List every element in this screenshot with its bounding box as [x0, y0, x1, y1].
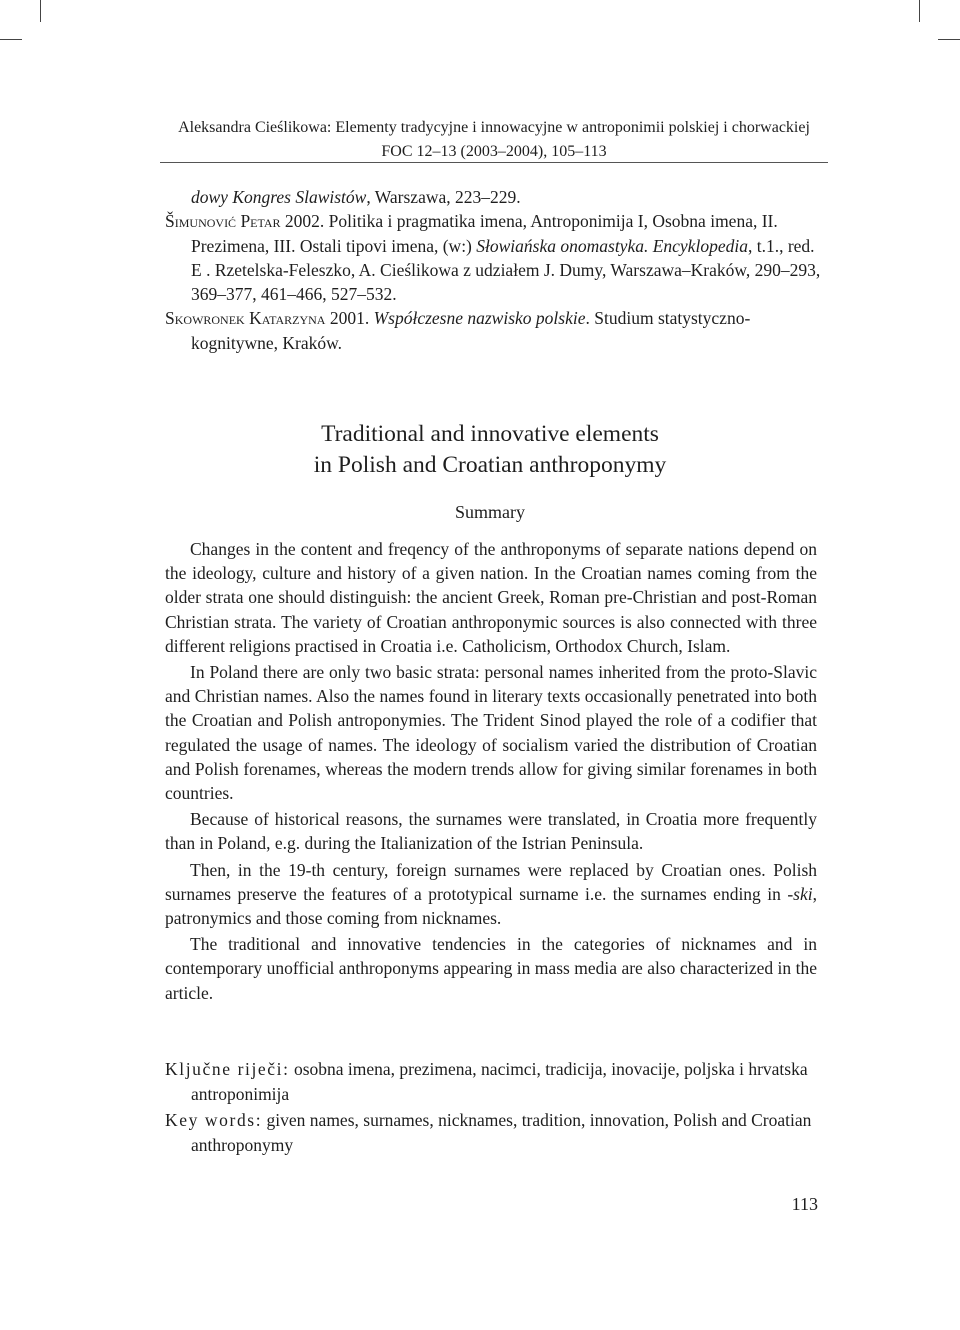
crop-mark-top-right-horizontal — [938, 39, 960, 40]
keywords-label: Ključne riječi: — [165, 1059, 290, 1079]
crop-mark-top-left-horizontal — [0, 39, 22, 40]
text-run: 2001. — [325, 308, 374, 329]
text-run: Then, in the 19-th century, foreign surnames were replaced by Croatian ones. Polish surnames preserve the features of a prototypical surname i.e. the surnames ending in — [165, 859, 817, 904]
text-run: The traditional and innovative tendencies in the categories of nicknames and in contemporary unofficial anthroponyms appearing in mass media are also characterized in the article. — [165, 934, 817, 1003]
reference-entry — [165, 209, 827, 306]
keywords-text: osobna imena, prezimena, nacimci, tradicija, inovacije, poljska i hrvatska antroponimija — [191, 1059, 808, 1104]
keywords-line — [165, 1057, 819, 1106]
summary-paragraph — [165, 807, 817, 855]
keywords-block — [165, 1057, 819, 1159]
running-head-rule — [160, 162, 828, 163]
italic-text: Słowiańska onomastyka. Encyklopedia — [476, 235, 748, 256]
text-run: Because of historical reasons, the surnames were translated, in Croatia more frequently than in Poland, e.g. during the Italianization of the Istrian Peninsula. — [165, 809, 817, 854]
italic-text: -ski — [787, 883, 813, 904]
summary-title-line-1: Traditional and innovative elements — [321, 421, 659, 447]
crop-mark-top-right-vertical — [919, 0, 920, 22]
text-run: Changes in the content and freqency of the anthroponyms of separate nations depend on the ideology, culture and history of a given nation. In the Croatian names coming from the older strata one should distinguish: the ancient Greek, Roman pre-Christian and post-Roman Christian strata. The variety of Croatian anthroponymic sources is also connected with three different religions practised in Croatia i.e. Catholicism, Orthodox Church, Islam. — [165, 539, 817, 656]
summary-title — [130, 419, 850, 481]
reference-entry — [165, 306, 827, 355]
text-run: , t.1., red. E . Rzetelska-Feleszko, A. Cieślikowa z udziałem J. Dumy, Warszawa–Kraków, 290–293, 369–377, 461–466, 527–532. — [191, 235, 821, 305]
page-number: 113 — [791, 1194, 818, 1214]
crop-mark-top-left-vertical — [40, 0, 41, 22]
summary-paragraph — [165, 660, 817, 805]
italic-text: dowy Kongres Slawistów — [191, 187, 367, 207]
text-run: 2002. Politika i pragmatika imena, Antroponimija I, Osobna imena, II. Prezimena, III. Ostali tipovi imena, (w:) — [191, 211, 778, 256]
keywords-line — [165, 1108, 819, 1157]
text-run: . Studium statystyczno-kognitywne, Kraków. — [191, 308, 751, 353]
summary-paragraph — [165, 537, 817, 658]
running-head-authors-title: Aleksandra Cieślikowa: Elementy tradycyjne i innowacyjne w antroponimii polskiej i chorwackiej — [178, 119, 810, 136]
summary-heading: Summary — [455, 502, 525, 522]
italic-text: Współczesne nazwisko polskie — [373, 308, 586, 329]
summary-title-line-2: in Polish and Croatian anthroponymy — [313, 452, 667, 478]
author-name: Skowronek Katarzyna — [165, 308, 326, 329]
references-list — [165, 185, 827, 355]
text-run: , patronymics and those coming from nicknames. — [165, 883, 817, 929]
text-run: In Poland there are only two basic strata: personal names inherited from the proto-Slavic and Christian names. Also the names found in literary texts occasionally penetrated into both the Croatian and Polish antroponymies. The Trident Sinod played the role of a codifier that regulated the usage of names. The ideology of socialism varied the distribution of Croatian and Polish forenames, whereas the modern trends allow for giving similar forenames in both countries. — [165, 662, 817, 804]
running-head — [160, 116, 828, 164]
text-run: , Warszawa, 223–229. — [366, 187, 521, 207]
running-head-journal: FOC 12–13 (2003–2004), 105–113 — [381, 143, 607, 160]
summary-paragraph — [165, 858, 817, 931]
summary-paragraph — [165, 932, 817, 1005]
reference-entry — [165, 185, 827, 209]
keywords-label: Key words: — [165, 1110, 263, 1130]
keywords-text: given names, surnames, nicknames, tradition, innovation, Polish and Croatian anthroponymy — [191, 1110, 812, 1155]
author-name: Šimunović Petar — [165, 211, 281, 232]
summary-body — [165, 537, 817, 1007]
